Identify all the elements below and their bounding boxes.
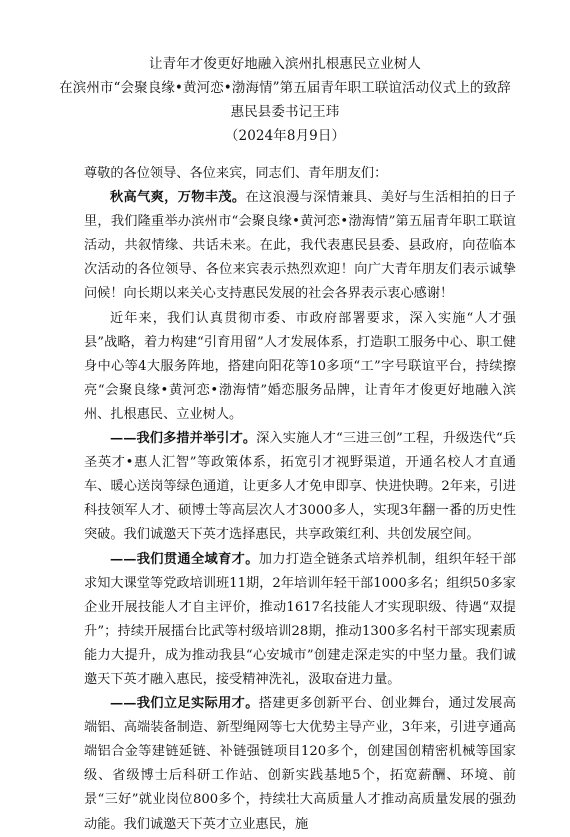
paragraph-overview: 近年来，我们认真贯彻市委、市政府部署要求，深入实施“人才强县”战略，着力构建“引育用留”人才发展体系，打造职工服务中心、职工健身中心等4大服务阵地，搭建向阳花等10多项“工”字号联谊平台，持续擦亮“会聚良缘•黄河恋•渤海情”婚恋服务品牌，让青年才俊更好地融入滨州、扎根惠民、立业树人。 (84, 310, 516, 422)
paragraph-attract-talent-lead: ——我们多措并举引才。 (110, 431, 257, 447)
paragraph-opening (84, 186, 516, 306)
paragraph-cultivate-talent-text: 加力打造全链条式培养机制，组织年轻干部求知大课堂等党政培训班11期，2年培训年轻干部1000多名；组织50多家企业开展技能人才自主评价，推动1617名技能人才实现职级、待遇“双提升”；持续开展擂台比武等村级培训28期，推动1300多名村干部实现素质能力大提升，成为推动我县“心安城市”创建走深走实的中坚力量。我们诚邀天下英才融入惠民，接受精神洗礼，汲取奋进力量。 (84, 551, 517, 687)
document-header (0, 52, 570, 148)
document-body (84, 162, 516, 837)
paragraph-use-talent (84, 692, 516, 837)
paragraph-cultivate-talent-lead: ——我们贯通全域育才。 (110, 551, 259, 567)
document-author: 惠民县委书记王玮 (230, 104, 340, 120)
paragraph-use-talent-lead: ——我们立足实际用才。 (110, 696, 259, 712)
salutation: 尊敬的各位领导、各位来宾，同志们、青年朋友们： (84, 166, 388, 181)
document-date: （2024年8月9日） (224, 128, 346, 144)
paragraph-opening-lead: 秋高气爽，万物丰茂。 (110, 190, 246, 206)
paragraph-cultivate-talent (84, 548, 516, 693)
paragraph-use-talent-text: 搭建更多创新平台、创业舞台，通过发展高端铝、高端装备制造、新型绳网等七大优势主导产业，3年来，引进亨通高端铝合金等建链延链、补链强链项目120多个，创建国创精密机械等国家级、省级博士后科研工作站、创新实践基地5个，拓宽薪酬、环境、前景“三好”就业岗位800多个，持续壮大高质量人才推动高质量发展的强劲动能。我们诚邀天下英才立业惠民，施 (84, 696, 517, 832)
document-subtitle: 在滨州市“会聚良缘•黄河恋•渤海情”第五届青年职工联谊活动仪式上的致辞 (59, 80, 511, 96)
paragraph-attract-talent-text: 深入实施人才“三进三创”工程，升级迭代“兵圣英才•惠人汇智”等政策体系，拓宽引才视野渠道，开通名校人才直通车、暖心送岗等绿色通道，让更多人才免申即享、快进快聘。2年来，引进科技领军人才、硕博士等高层次人才3000多人，实现3年翻一番的历史性突破。我们诚邀天下英才选择惠民，共享政策红利、共创发展空间。 (84, 431, 516, 543)
paragraph-opening-text: 在这浪漫与深情兼具、美好与生活相拍的日子里，我们隆重举办滨州市“会聚良缘•黄河恋•渤海情”第五届青年职工联谊活动，共叙情缘、共话未来。在此，我代表惠民县委、县政府，向莅临本次活动的各位领导、各位来宾表示热烈欢迎！向广大青年朋友们表示诚挚问候！向长期以来关心支持惠民发展的社会各界表示衷心感谢！ (84, 190, 516, 302)
document-title: 让青年才俊更好地融入滨州扎根惠民立业树人 (149, 56, 421, 72)
paragraph-attract-talent (84, 427, 516, 547)
